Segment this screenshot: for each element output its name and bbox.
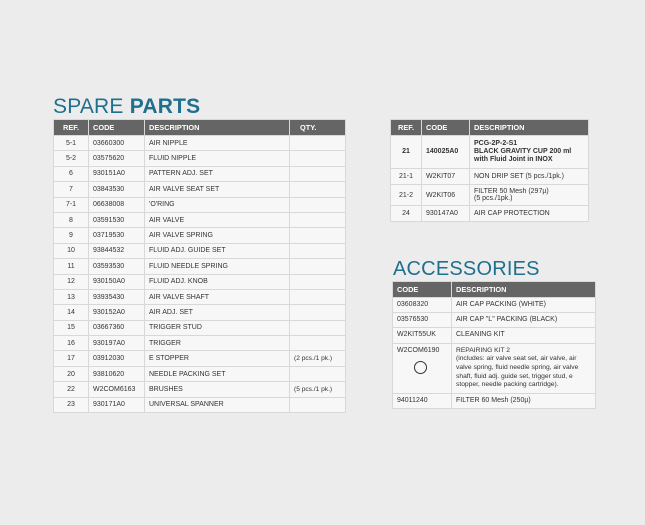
parts-right-header-row [391,120,589,136]
ref-cell: 14 [54,305,89,320]
description-cell: UNIVERSAL SPANNER [145,397,290,412]
description-line: PCG-2P-2-S1 [474,139,518,147]
ref-cell: 6 [54,166,89,181]
code-cell: 03843530 [89,182,145,197]
description-line: (5 pcs./1pk.) [474,195,513,202]
table-row [54,182,346,197]
qty-cell [290,166,346,181]
description-cell: FILTER 60 Mesh (250µ) [452,394,596,409]
description-cell: AIR VALVE [145,212,290,227]
ref-cell: 20 [54,366,89,381]
spare-parts-title-bold: PARTS [129,95,201,118]
description-cell: FLUID ADJ. GUIDE SET [145,243,290,258]
header-code: CODE [89,120,145,136]
description-cell [470,206,589,222]
header-code: CODE [393,282,452,298]
ref-cell: 21-2 [391,185,422,206]
qty-cell [290,320,346,335]
description-cell: AIR ADJ. SET [145,305,290,320]
code-cell: 930150A0 [89,274,145,289]
code-cell: 930147A0 [422,206,470,222]
ref-cell: 17 [54,351,89,366]
description-cell: TRIGGER STUD [145,320,290,335]
code-cell: 930152A0 [89,305,145,320]
description-cell [470,169,589,185]
code-text: 03608320 [397,301,429,309]
code-cell: 03660300 [89,136,145,151]
ref-cell: 5-1 [54,136,89,151]
ref-cell: 21-1 [391,169,422,185]
header-ref: REF. [391,120,422,136]
header-qty: QTY. [290,120,346,136]
code-cell: W2KIT07 [422,169,470,185]
description-cell: AIR CAP PACKING (WHITE) [452,298,596,313]
code-cell [393,298,452,313]
ref-cell: 9 [54,228,89,243]
code-cell: W2KIT06 [422,185,470,206]
description-cell: FLUID ADJ. KNOB [145,274,290,289]
code-cell: 03591530 [89,212,145,227]
spare-parts-title-light: SPARE [53,95,124,118]
qty-cell [290,243,346,258]
table-row [54,259,346,274]
code-cell: 140025A0 [422,136,470,169]
table-row [54,320,346,335]
table-row [54,366,346,381]
description-cell: TRIGGER [145,336,290,351]
code-text: 94011240 [397,397,428,405]
description-cell: NEEDLE PACKING SET [145,366,290,381]
qty-cell [290,397,346,412]
ref-cell: 13 [54,289,89,304]
table-row [54,351,346,366]
table-row [391,185,589,206]
ref-cell: 7-1 [54,197,89,212]
description-cell [470,136,589,169]
qty-cell: (5 pcs./1 pk.) [290,382,346,397]
qty-cell [290,151,346,166]
code-cell: 930197A0 [89,336,145,351]
code-cell: 03575620 [89,151,145,166]
table-row [393,298,596,313]
description-line: FILTER 50 Mesh (297µ) [474,188,549,195]
header-description: DESCRIPTION [470,120,589,136]
description-cell: AIR VALVE SEAT SET [145,182,290,197]
ref-cell: 10 [54,243,89,258]
description-cell: AIR CAP "L" PACKING (BLACK) [452,313,596,328]
description-line: with Fluid Joint in INOX [474,156,553,164]
description-line: BLACK GRAVITY CUP 200 ml [474,147,572,155]
qty-cell [290,289,346,304]
description-cell: AIR VALVE SPRING [145,228,290,243]
header-description: DESCRIPTION [145,120,290,136]
code-cell [393,394,452,409]
code-text: 03576530 [397,316,429,324]
table-row [54,274,346,289]
description-cell: FLUID NIPPLE [145,151,290,166]
header-description: DESCRIPTION [452,282,596,298]
description-cell: AIR VALVE SHAFT [145,289,290,304]
code-cell: 930151A0 [89,166,145,181]
qty-cell [290,366,346,381]
table-row [54,197,346,212]
ref-cell: 23 [54,397,89,412]
description-cell: CLEANING KIT [452,328,596,343]
qty-cell: (2 pcs./1 pk.) [290,351,346,366]
table-row [393,343,596,394]
ref-cell: 16 [54,336,89,351]
description-cell: E STOPPER [145,351,290,366]
table-row [393,394,596,409]
ref-cell: 15 [54,320,89,335]
table-row [391,206,589,222]
ref-cell: 5-2 [54,151,89,166]
qty-cell [290,212,346,227]
table-row [391,169,589,185]
table-row [391,136,589,169]
ref-cell: 11 [54,259,89,274]
code-cell: 06638008 [89,197,145,212]
ref-cell: 22 [54,382,89,397]
table-row [54,305,346,320]
description-cell: PATTERN ADJ. SET [145,166,290,181]
qty-cell [290,136,346,151]
table-row [54,243,346,258]
code-cell: 93810620 [89,366,145,381]
table-row [54,382,346,397]
table-row [54,166,346,181]
table-row [54,289,346,304]
table-row [54,212,346,227]
code-cell [393,313,452,328]
table-row [393,313,596,328]
code-text: W2COM6190 [397,346,440,354]
qty-cell [290,336,346,351]
code-cell: 03719530 [89,228,145,243]
code-cell: 93935430 [89,289,145,304]
table-row [393,328,596,343]
code-cell [393,328,452,343]
parts-right-table [390,119,589,222]
qty-cell [290,197,346,212]
ref-cell: 7 [54,182,89,197]
accessories-table [392,281,596,409]
ref-cell: 12 [54,274,89,289]
table-row [54,228,346,243]
qty-cell [290,259,346,274]
description-cell [470,185,589,206]
accessories-header-row [393,282,596,298]
accessories-title: ACCESSORIES [393,258,540,280]
spare-parts-title [53,96,200,117]
code-cell: 930171A0 [89,397,145,412]
ref-cell: 8 [54,212,89,227]
table-row [54,136,346,151]
spare-parts-table [53,119,346,413]
code-text: W2KIT55UK [397,331,436,339]
code-cell [393,343,452,394]
description-line: NON DRIP SET (5 pcs./1pk.) [474,173,564,180]
code-cell: 03667360 [89,320,145,335]
description-cell: REPAIRING KIT 2 (includes: air valve seat set, air valve, air valve spring, fluid needle spring, air valve shaft, fluid adj. guide set, trigger stud, e stopper, needle packing cartridge). [452,343,596,394]
code-cell: 03912030 [89,351,145,366]
circle-icon [414,361,427,374]
qty-cell [290,182,346,197]
qty-cell [290,274,346,289]
description-cell: FLUID NEEDLE SPRING [145,259,290,274]
qty-cell [290,305,346,320]
table-row [54,397,346,412]
code-cell: W2COM6163 [89,382,145,397]
table-row [54,336,346,351]
spare-parts-header-row [54,120,346,136]
ref-cell: 24 [391,206,422,222]
header-code: CODE [422,120,470,136]
code-cell: 03593530 [89,259,145,274]
table-row [54,151,346,166]
description-line: AIR CAP PROTECTION [474,210,550,217]
description-cell: BRUSHES [145,382,290,397]
code-cell: 93844532 [89,243,145,258]
description-cell: 'O'RING [145,197,290,212]
ref-cell: 21 [391,136,422,169]
qty-cell [290,228,346,243]
header-ref: REF. [54,120,89,136]
description-cell: AIR NIPPLE [145,136,290,151]
